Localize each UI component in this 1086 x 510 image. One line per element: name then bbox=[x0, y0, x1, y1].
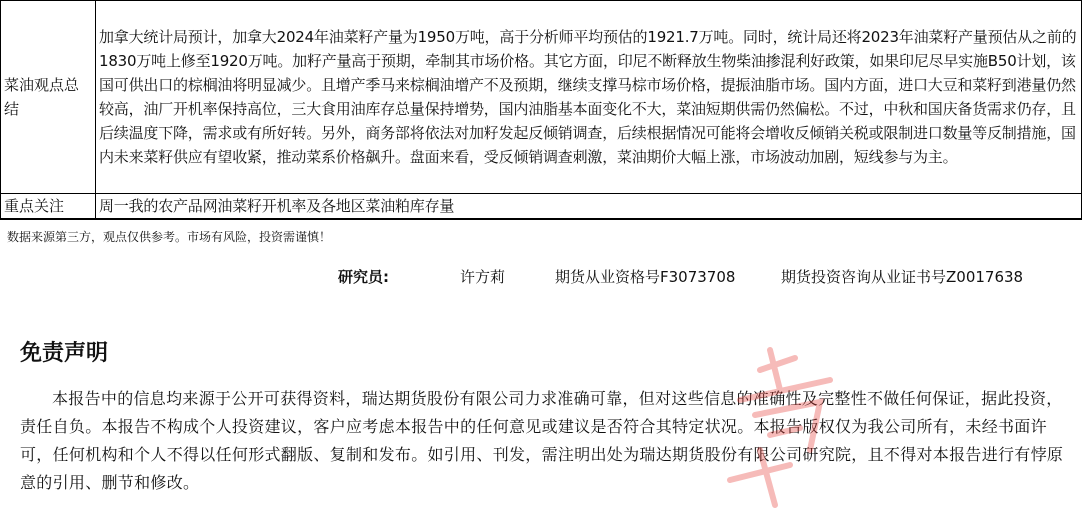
focus-label: 重点关注 bbox=[1, 194, 96, 220]
disclaimer-body: 本报告中的信息均来源于公开可获得资料，瑞达期货股份有限公司力求准确可靠，但对这些信息的准确性及完整性不做任何保证，据此投资，责任自负。本报告不构成个人投资建议，客户应考虑本报告中的任何意见或建议是否符合其特定状况。本报告版权仅为我公司所有，未经书面许可，任何机构和个人不得以任何形式翻版、复制和发布。如引用、刊发，需注明出处为瑞达期货股份有限公司研究院，且不得对本报告进行有悖原意的引用、删节和修改。 bbox=[20, 389, 1064, 492]
focus-text: 周一我的农产品网油菜籽开机率及各地区菜油粕库存量 bbox=[96, 194, 1082, 220]
table-row-focus bbox=[1, 194, 1082, 220]
futures-license: 期货从业资格号F3073708 bbox=[555, 268, 736, 286]
researcher-name: 许方莉 bbox=[460, 268, 506, 286]
summary-table bbox=[0, 0, 1082, 220]
source-note: 数据来源第三方，观点仅供参考。市场有风险，投资需谨慎！ bbox=[7, 230, 332, 244]
consulting-license: 期货投资咨询从业证书号Z0017638 bbox=[781, 268, 1024, 286]
summary-text: 加拿大统计局预计，加拿大2024年油菜籽产量为1950万吨，高于分析师平均预估的1921.7万吨。同时，统计局还将2023年油菜籽产量预估从之前的1830万吨上修至1920万吨。加籽产量高于预期，牵制其市场价格。其它方面，印尼不断释放生物柴油掺混利好政策，如果印尼尽早实施B50计划，该国可供出口的棕榈油将明显减少。且增产季马来棕榈油增产不及预期，继续支撑马棕市场价格，提振油脂市场。国内方面，进口大豆和菜籽到港量仍然较高，油厂开机率保持高位，三大食用油库存总量保持增势，国内油脂基本面变化不大，菜油短期供需仍然偏松。不过，中秋和国庆备货需求仍存，且后续温度下降，需求或有所好转。另外，商务部将依法对加籽发起反倾销调查，后续根据情况可能将会增收反倾销关税或限制进口数量等反制措施，国内未来菜籽供应有望收紧，推动菜系价格飙升。盘面来看，受反倾销调查刺激，菜油期价大幅上涨，市场波动加剧，短线参与为主。 bbox=[96, 1, 1082, 194]
researcher-label: 研究员: bbox=[338, 268, 389, 286]
summary-label: 菜油观点总结 bbox=[1, 1, 96, 194]
researcher-line bbox=[0, 266, 1086, 288]
table-row-summary bbox=[1, 1, 1082, 194]
disclaimer-title: 免责声明 bbox=[20, 341, 109, 366]
